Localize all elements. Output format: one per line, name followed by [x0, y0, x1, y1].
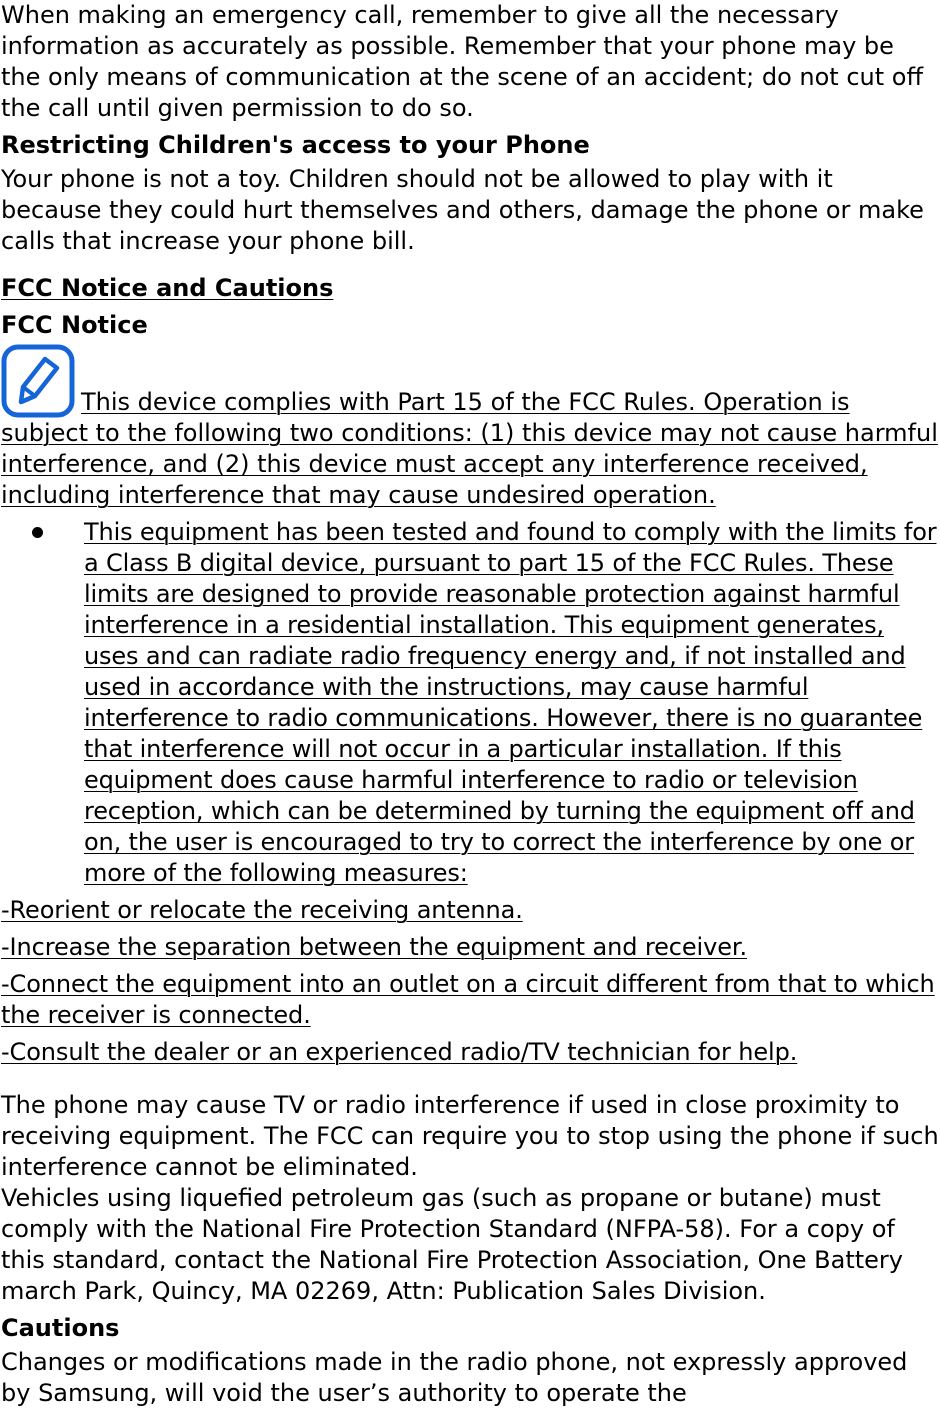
children-access-paragraph: Your phone is not a toy. Children should not be allowed to play with it because they could hurt themselves and others, damage the phone or make calls that increase your phone bill. — [1, 165, 924, 255]
emergency-call-paragraph: When making an emergency call, remember to give all the necessary information as accurately as possible. Remember that your phone may be the only means of communication at the scene of an accident; do not cut off the call until given permission to do so. — [1, 1, 923, 122]
children-access-heading: Restricting Children's access to your Phone — [1, 131, 590, 159]
fcc-class-b-text: This equipment has been tested and found to comply with the limits for a Class B digital device, pursuant to part 15 of the FCC Rules. These limits are designed to provide reasonable protection against harmful interference in a residential installation. This equipment generates, uses and can radiate radio frequency energy and, if not installed and used in accordance with the instructions, may cause harmful interference to radio communications. However, there is no guarantee that interference will not occur in a particular installation. If this equipment does cause harmful interference to radio or television reception, which can be determined by turning the equipment off and on, the user is encouraged to try to correct the interference by one or more of the following measures: — [84, 518, 937, 887]
note-pencil-icon — [1, 344, 75, 418]
fcc-class-b-bullet — [1, 517, 939, 889]
bullet-dot-icon — [32, 527, 43, 538]
measure-item: -Reorient or relocate the receiving antenna. — [1, 896, 523, 924]
fcc-notice-heading: FCC Notice — [1, 311, 148, 339]
tv-interference-paragraph: The phone may cause TV or radio interference if used in close proximity to receiving equipment. The FCC can require you to stop using the phone if such interference cannot be eliminated. — [1, 1091, 939, 1181]
fcc-section-heading: FCC Notice and Cautions — [1, 274, 334, 302]
measure-item: -Consult the dealer or an experienced radio/TV technician for help. — [1, 1038, 798, 1066]
lpg-vehicles-paragraph: Vehicles using liquefied petroleum gas (such as propane or butane) must comply with the National Fire Protection Standard (NFPA-58). For a copy of this standard, contact the National Fire Protection Association, One Battery march Park, Quincy, MA 02269, Attn: Publication Sales Division. — [1, 1184, 903, 1305]
measure-item: -Connect the equipment into an outlet on a circuit different from that to which the receiver is connected. — [1, 970, 935, 1029]
fcc-notice-text: This device complies with Part 15 of the FCC Rules. Operation is subject to the following two conditions: (1) this device may not cause harmful interference, and (2) this device must accept any interference received, including interference that may cause undesired operation. — [1, 388, 938, 509]
fcc-notice-block — [1, 344, 939, 511]
cautions-paragraph: Changes or modifications made in the radio phone, not expressly approved by Samsung, will void the user’s authority to operate the — [1, 1348, 908, 1407]
cautions-heading: Cautions — [1, 1314, 120, 1342]
measure-item: -Increase the separation between the equipment and receiver. — [1, 933, 747, 961]
document-page — [1, 0, 939, 1409]
